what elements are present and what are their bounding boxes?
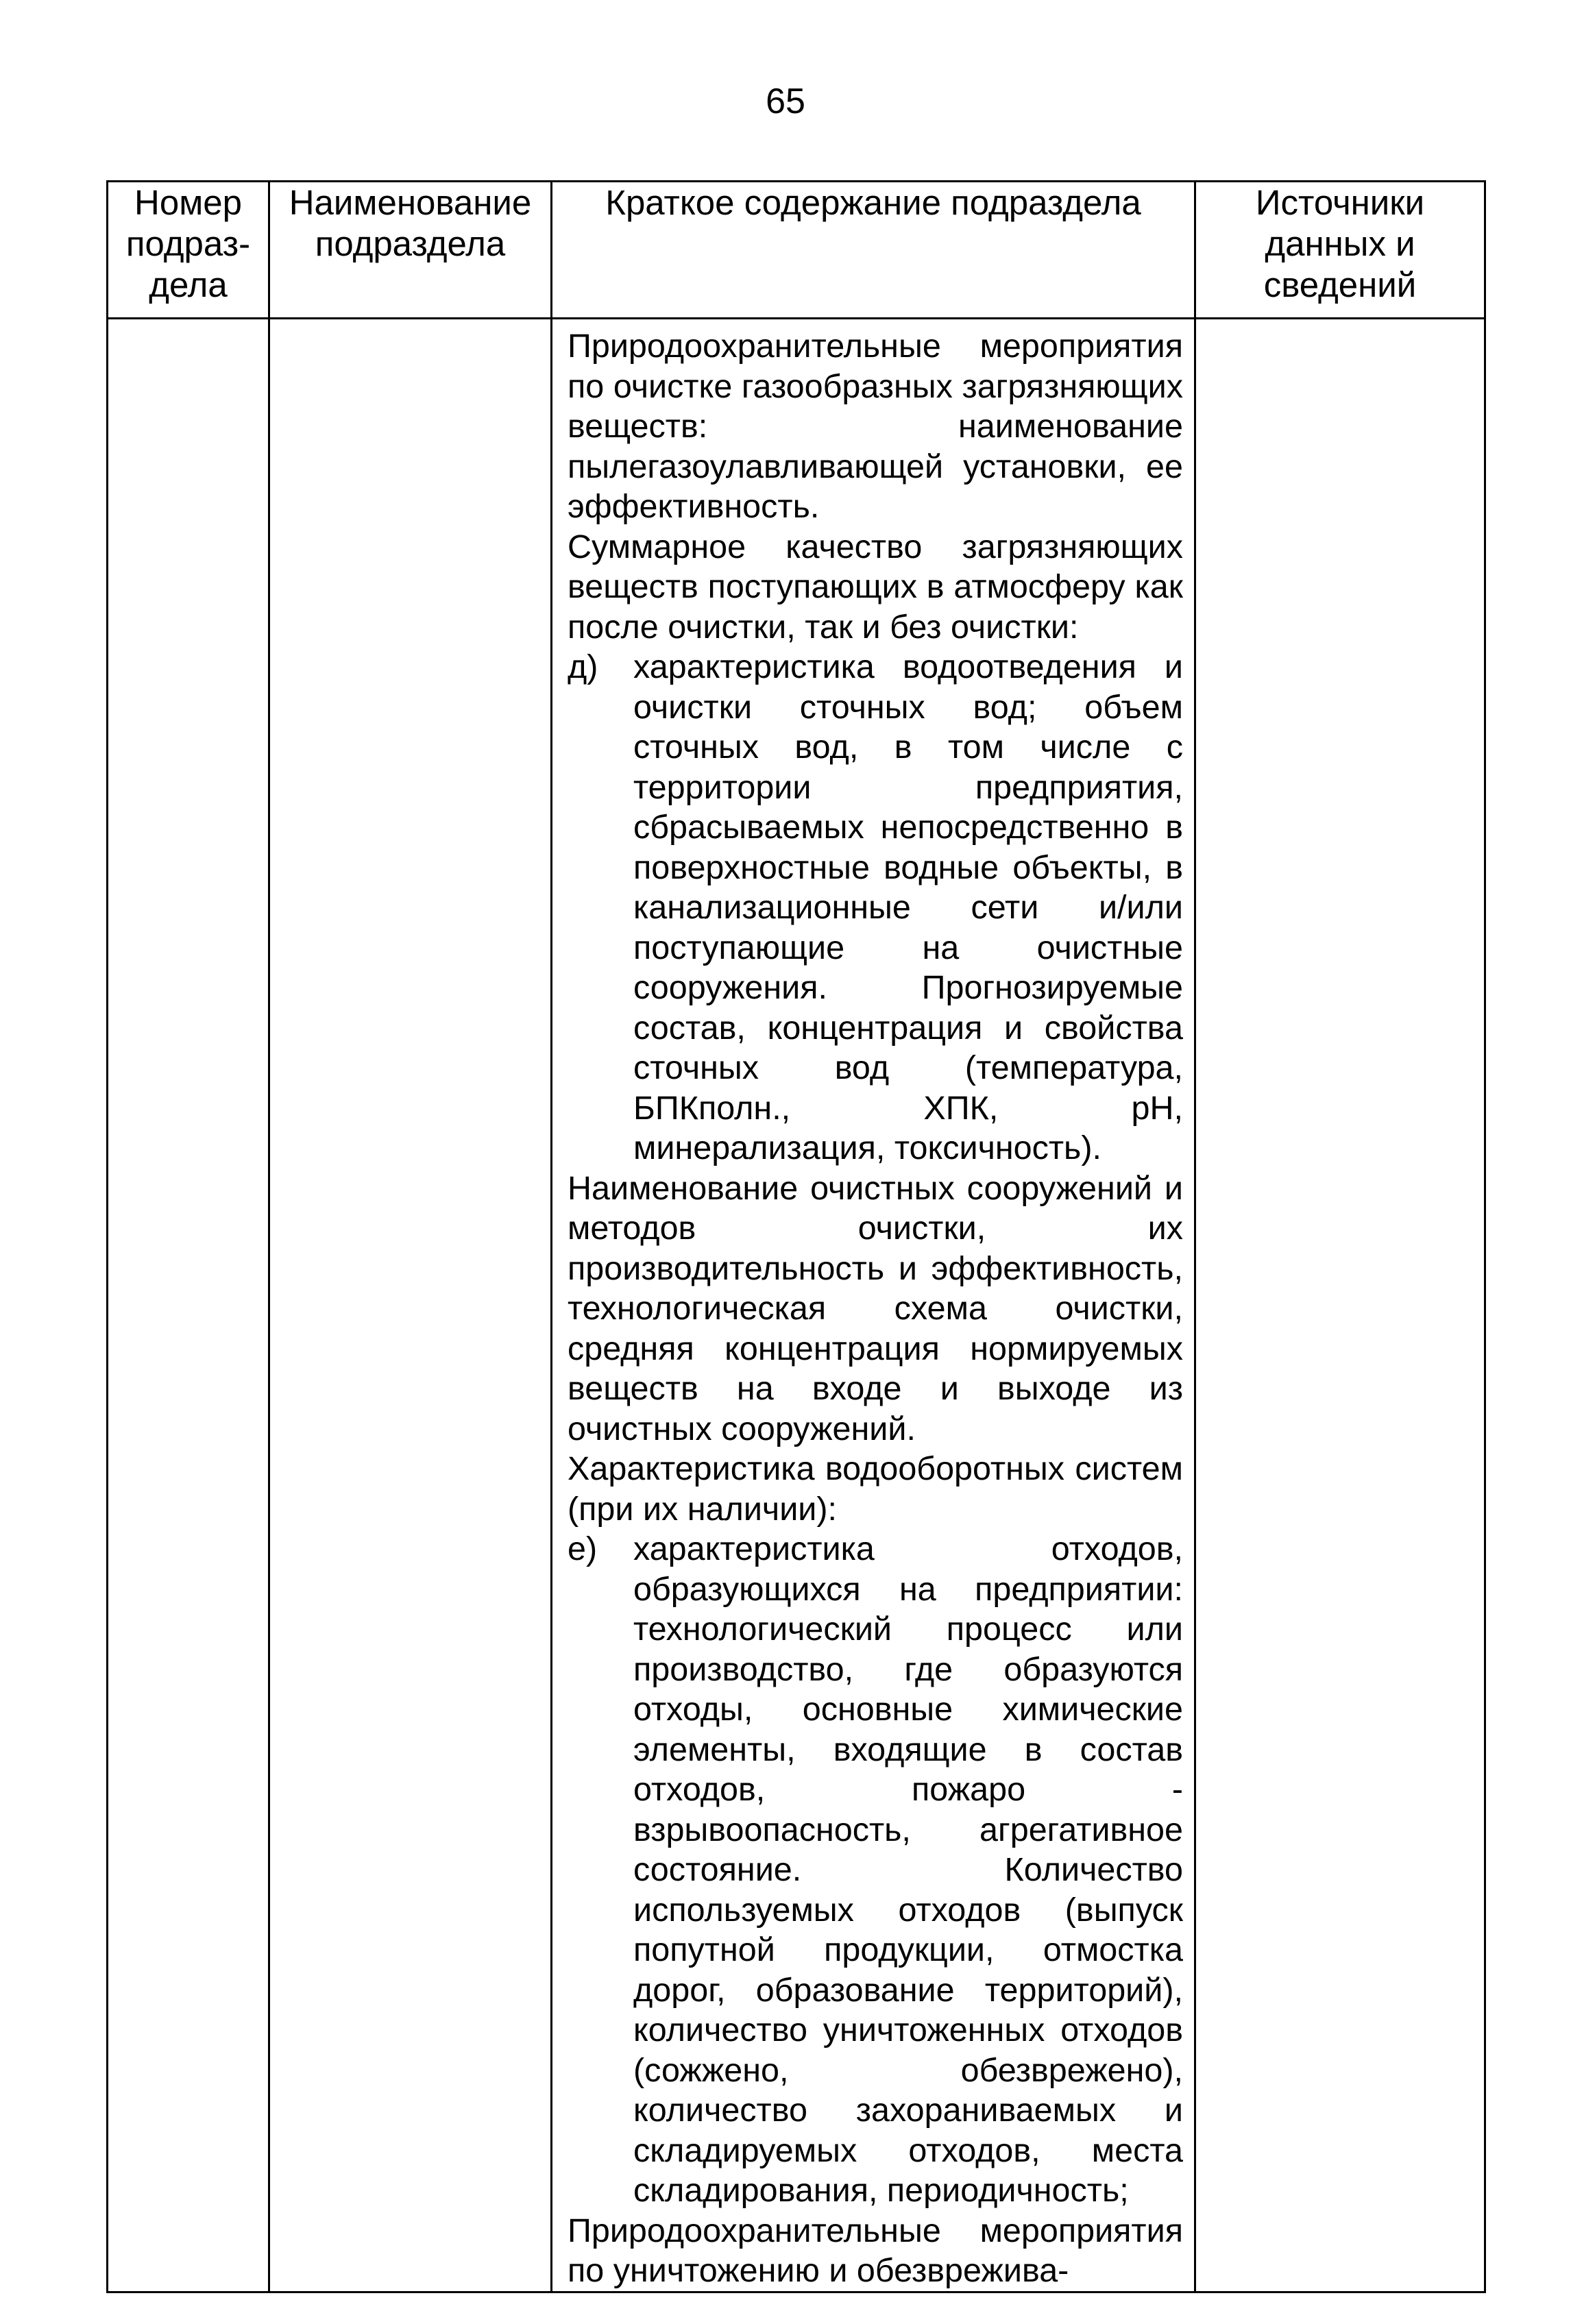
list-item-d bbox=[568, 647, 1183, 1169]
list-text-d: характеристика водоотведения и очистки сточных вод; объем сточных вод, в том числе с территории предприятия, сбрасываемых непосредственно в поверхностные водные объекты, в канализационные сети и/или поступающие на очистные сооружения. Прогнозируемые состав, концентрация и свойства сточных вод (температура, БПКполн., ХПК, рН, минерализация, токсичность). bbox=[633, 648, 1183, 1166]
table-header-row bbox=[108, 182, 1485, 319]
list-marker-d: д) bbox=[568, 648, 598, 685]
list-text-e: характеристика отходов, образующихся на предприятии: технологический процесс или производство, где образуются отходы, основные химические элементы, входящие в состав отходов, пожаро - взрывоопасность, агрегативное состояние. Количество используемых отходов (выпуск попутной продукции, отмостка дорог, образование территорий), количество уничтоженных отходов (сожжено, обезврежено), количество захораниваемых и складируемых отходов, места складирования, периодичность; bbox=[633, 1530, 1183, 2209]
paragraph-treatment-facilities: Наименование очистных сооружений и методов очистки, их производительность и эффективность, технологическая схема очистки, средняя концентрация нормируемых веществ на входе и выходе из очистных сооружений. bbox=[568, 1169, 1183, 1447]
header-section-summary: Краткое содержание подраздела bbox=[552, 182, 1195, 319]
paragraph-waste-measures: Природоохранительные мероприятия по уничтожению и обезврежива- bbox=[568, 2212, 1183, 2289]
cell-section-name bbox=[269, 319, 552, 2292]
page-number: 65 bbox=[766, 82, 805, 121]
cell-section-summary bbox=[552, 319, 1195, 2292]
list-marker-e: е) bbox=[568, 1530, 598, 1567]
content-table bbox=[106, 180, 1486, 2293]
header-section-name: Наименование подраздела bbox=[269, 182, 552, 319]
paragraph-total-pollutants: Суммарное качество загрязняющих веществ поступающих в атмосферу как после очистки, так и без очистки: bbox=[568, 528, 1183, 646]
paragraph-gas-cleaning: Природоохранительные мероприятия по очистке газообразных загрязняющих веществ: наименование пылегазоулавливающей установки, ее эффективность. bbox=[568, 328, 1183, 525]
paragraph-water-recycling: Характеристика водооборотных систем (при их наличии): bbox=[568, 1450, 1183, 1528]
list-item-e bbox=[568, 1529, 1183, 2211]
table-row bbox=[108, 319, 1485, 2292]
header-section-number: Номер подраз-дела bbox=[108, 182, 269, 319]
header-data-sources: Источники данных и сведений bbox=[1195, 182, 1485, 319]
cell-section-number bbox=[108, 319, 269, 2292]
cell-data-sources bbox=[1195, 319, 1485, 2292]
